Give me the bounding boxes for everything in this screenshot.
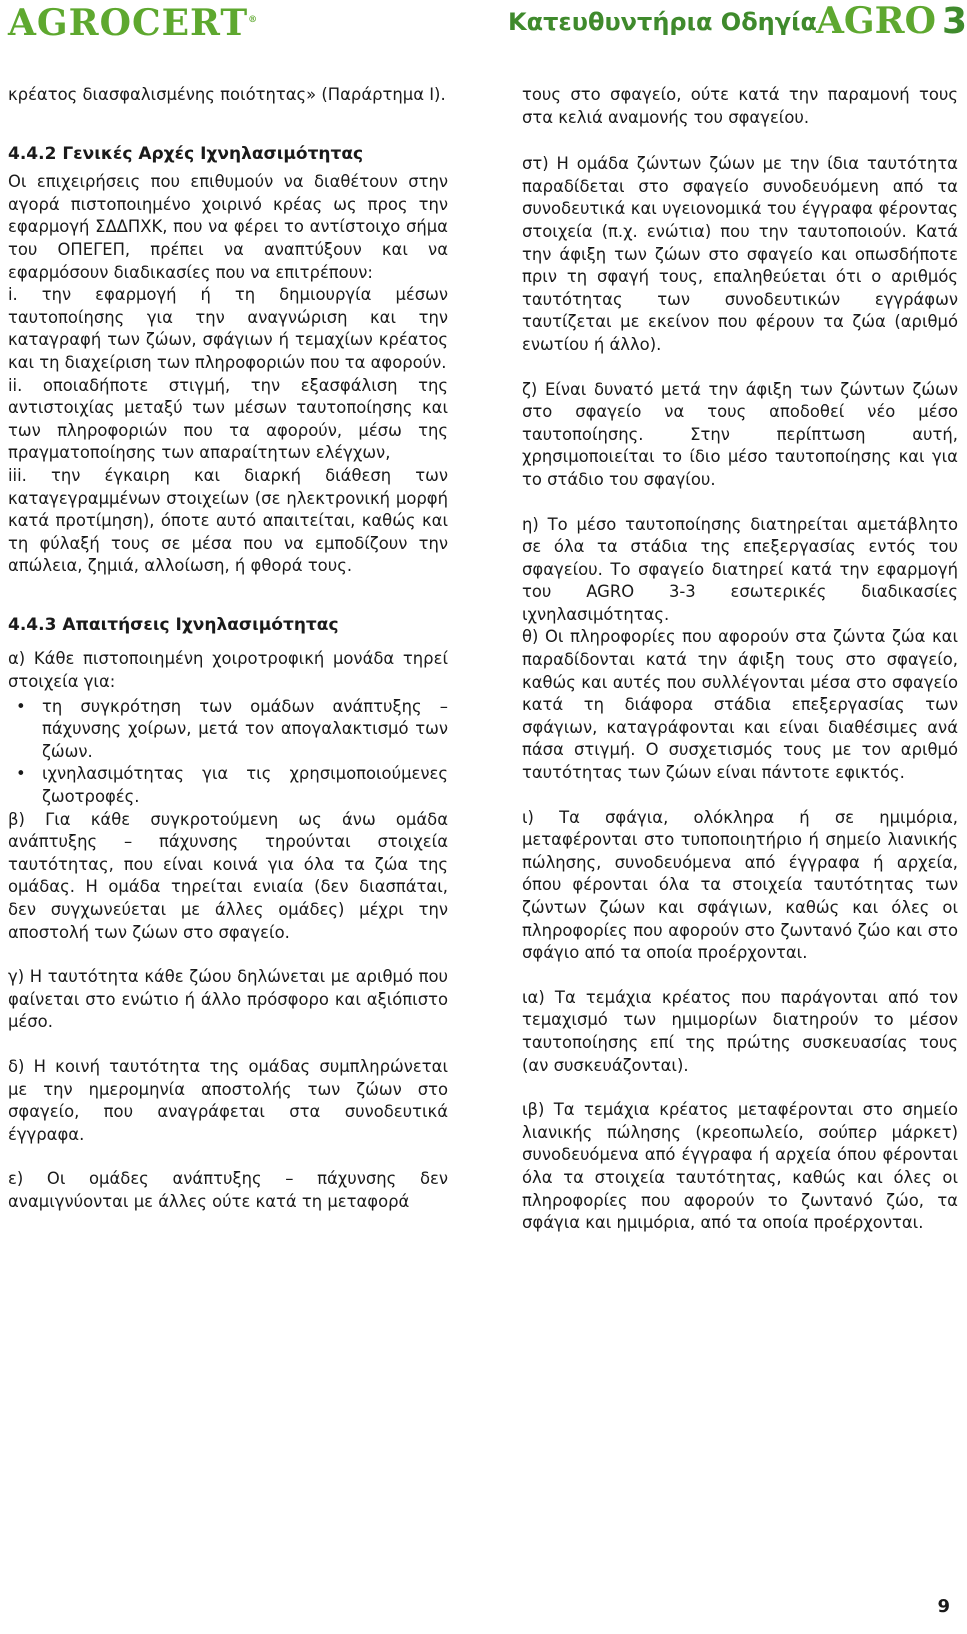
registered-mark: ® — [248, 15, 259, 25]
agro-logo-number: 3 — [941, 1, 967, 42]
bullet-list — [8, 696, 448, 809]
item-z: ζ) Είναι δυνατό μετά την άφιξη των ζώντων ζώων στο σφαγείο να τους αποδοθεί νέο μέσο ταυτοποίησης. Στην περίπτωση αυτή, χρησιμοποιείται το ίδιο μέσο ταυτοποίησης και για το στάδιο του σφαγίου. — [522, 379, 958, 489]
continuation-paragraph: τους στο σφαγείο, ούτε κατά την παραμονή τους στα κελιά αναμονής του σφαγείου. — [522, 85, 958, 127]
section-442-text: Οι επιχειρήσεις που επιθυμούν να διαθέτουν στην αγορά πιστοποιημένο χοιρινό κρέας ως προς την εφαρμογή ΣΔΔΠΧΚ, που να φέρει το αντίστοιχο σήμα του ΟΠΕΓΕΠ, πρέπει να αναπτύξουν και να εφαρμόσουν διαδικασίες που να επιτρέπουν: — [8, 172, 448, 282]
section-442-item-ii: ii. οποιαδήποτε στιγμή, την εξασφάλιση της αντιστοιχίας μεταξύ των μέσων ταυτοποίησης και των πληροφοριών που τα αφορούν, μέσω της πραγματοποίησης των απαραίτητων ελέγχων, — [8, 375, 448, 463]
page-number: 9 — [937, 1596, 950, 1617]
left-column — [8, 84, 448, 1214]
list-item: • τη συγκρότηση των ομάδων ανάπτυξης – πάχυνσης χοίρων, μετά τον απογαλακτισμό των ζώων. — [42, 696, 448, 764]
document-title: Κατευθυντήρια Οδηγία — [508, 8, 817, 36]
section-443-heading: 4.4.3 Απαιτήσεις Ιχνηλασιμότητας — [8, 614, 339, 635]
section-442-item-i: i. την εφαρμογή ή τη δημιουργία μέσων ταυτοποίησης για την αναγνώριση και την καταγραφή των ζώων, σφάγιων ή τεμαχίων κρέατος και τη διαχείριση των πληροφοριών που τα αφορούν. — [8, 285, 448, 372]
item-th: θ) Οι πληροφορίες που αφορούν στα ζώντα ζώα και παραδίδονται κατά την άφιξη τους στο σφαγείο, καθώς και αυτές που συλλέγονται μέσα στο σφαγείο κατά τη διάφορα στάδια επεξεργασίας των σφάγιων, καταγράφονται και είναι διαθέσιμες ανά πάσα στιγμή. Ο συσχετισμός τους με τον αριθμό ταυτότητας των ζώων είναι πάντοτε εφικτός. — [522, 627, 958, 783]
item-ib: ιβ) Τα τεμάχια κρέατος μεταφέρονται στο σημείο λιανικής πώλησης (κρεοπωλείο, σούπερ μάρκετ) συνοδευόμενα από έγγραφα ή αρχεία όπου φέρονται όλα τα στοιχεία ταυτότητας, καθώς και όλες οι πληροφορίες που αφορούν το ζωντανό ζώο, τα σφάγια και ημιμόρια, από τα οποία προέρχονται. — [522, 1100, 958, 1233]
section-443-item-c: γ) Η ταυτότητα κάθε ζώου δηλώνεται με αριθμό που φαίνεται στο ενώτιο ή άλλο πρόσφορο και αξιόπιστο μέσο. — [8, 967, 448, 1032]
agrocert-logo-text: AGROCERT — [8, 2, 249, 44]
item-i: ι) Τα σφάγια, ολόκληρα ή σε ημιμόρια, μεταφέρονται στο τυποποιητήριο ή σημείο λιανικής πώλησης, συνοδευόμενα από έγγραφα ή αρχεία, όπου φέρονται όλα τα στοιχεία ταυτότητας των ζώντων ζώων και σφάγιων, καθώς και όλες οι πληροφορίες που αφορούν στο ζωντανό ζώο και στο σφάγιο από τα οποία προέρχονται. — [522, 807, 958, 963]
intro-paragraph: κρέατος διασφαλισμένης ποιότητας» (Παράρτημα I). — [8, 85, 446, 104]
right-column — [522, 84, 958, 1235]
agro-3-logo — [816, 0, 967, 42]
section-443-item-a: α) Κάθε πιστοποιημένη χοιροτροφική μονάδα τηρεί στοιχεία για: — [8, 649, 448, 692]
item-h: η) Το μέσο ταυτοποίησης διατηρείται αμετάβλητο σε όλα τα στάδια της επεξεργασίας εντός του σφαγείου. Το σφαγείο διατηρεί κατά την εφαρμογή του AGRO 3-3 εσωτερικές διαδικασίες ιχνηλασιμότητας. — [522, 514, 958, 624]
section-443-item-d: δ) Η κοινή ταυτότητα της ομάδας συμπληρώνεται με την ημερομηνία αποστολής των ζώων στο σφαγείο, που αναγράφεται στα συνοδευτικά έγγραφα. — [8, 1056, 448, 1144]
section-443-item-e: ε) Οι ομάδες ανάπτυξης – πάχυνσης δεν αναμιγνύονται με άλλες ούτε κατά τη μεταφορά — [8, 1169, 448, 1211]
section-443-item-b: β) Για κάθε συγκροτούμενη ως άνω ομάδα ανάπτυξης – πάχυνσης τηρούνται στοιχεία ταυτότητας, που είναι κοινά για όλα τα ζώα της ομάδας. Η ομάδα τηρείται ενιαία (δεν διασπάται, δεν συγχωνεύεται με άλλες ομάδες) μέχρι την αποστολή των ζώων στο σφαγείο. — [8, 809, 448, 942]
agro-logo-text: AGRO — [816, 0, 936, 42]
section-442-item-iii: iii. την έγκαιρη και διαρκή διάθεση των καταγεγραμμένων στοιχείων (σε ηλεκτρονική μορφή κατά προτίμηση), όποτε αυτό απαιτείται, καθώς και τη φύλαξή τους σε μέσα που να εμποδίζουν την απώλεια, ζημιά, αλλοίωση, ή φθορά τους. — [8, 465, 448, 576]
item-st: στ) Η ομάδα ζώντων ζώων με την ίδια ταυτότητα παραδίδεται στο σφαγείο συνοδευόμενη από τα συνοδευτικά και υγειονομικά του έγγραφα φέροντας στοιχεία (π.χ. ενώτια) που την ταυτοποιούν. Κατά την άφιξη των ζώων στο σφαγείο και οπωσδήποτε πριν τη σφαγή τους, επαληθεύεται ότι ο αριθμός ταυτότητας των συνοδευτικών εγγράφων ταυτίζεται με εκείνον που φέρουν τα ζώα (αριθμό ενωτίου ή άλλο). — [522, 154, 958, 354]
page-header — [0, 0, 967, 52]
section-442-heading: 4.4.2 Γενικές Αρχές Ιχνηλασιμότητας — [8, 143, 364, 164]
list-item: • ιχνηλασιμότητας για τις χρησιμοποιούμενες ζωοτροφές. — [42, 763, 448, 808]
agrocert-logo — [8, 2, 258, 44]
item-ia: ια) Τα τεμάχια κρέατος που παράγονται από τον τεμαχισμό των ημιμορίων διατηρούν το μέσον ταυτοποίησης επί της πρώτης συσκευασίας τους (αν συσκευάζονται). — [522, 987, 958, 1075]
